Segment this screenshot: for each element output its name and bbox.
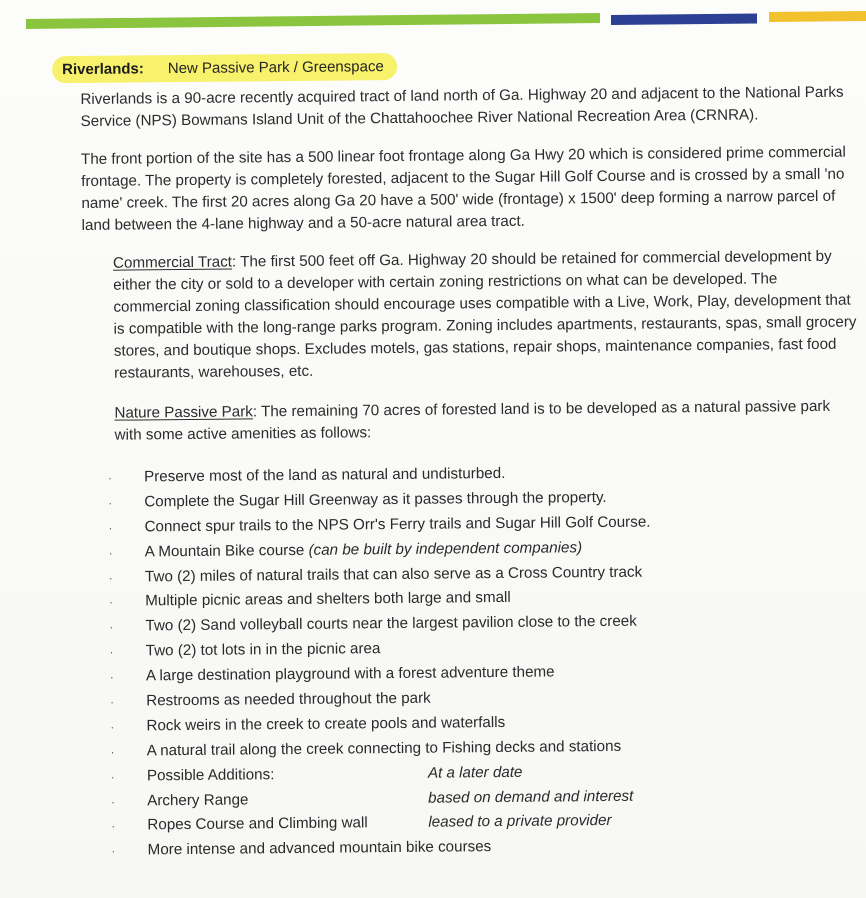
- nature-park-title: Nature Passive Park: [114, 403, 253, 422]
- bullet-icon: ·: [111, 796, 115, 809]
- bullet-icon: ·: [109, 646, 114, 659]
- list-item-note: based on demand and interest: [428, 787, 634, 807]
- list-item-text: [145, 539, 582, 560]
- commercial-tract-title: Commercial Tract: [112, 253, 233, 272]
- list-item-text: Two (2) tot lots in in the picnic area: [145, 640, 381, 660]
- bullet-icon: ·: [108, 572, 113, 585]
- amenities-list: [84, 462, 808, 867]
- commercial-tract-text: : The first 500 feet off Ga. Highway 20 should be retained for commercial development by either the city or sold to a developer with certain zoning restrictions on what can be developed. The commercial zoning classification should encourage uses compatible with a Live, Work, Play, development that is compatible with the long-range parks program. Zoning includes apartments, restaurants, spas, small grocery stores, and boutique shops. Excludes motels, gas stations, repair shops, maintenance companies, fast food restaurants, warehouses, etc.: [113, 247, 857, 382]
- navy-accent-stripe: [611, 13, 757, 25]
- document-content: [62, 49, 863, 868]
- commercial-tract-section: [82, 246, 859, 385]
- nature-park-text: : The remaining 70 acres of forested land is to be developed as a natural passive park with some active amenities as follows:: [114, 397, 831, 444]
- list-item-text: Possible Additions:: [146, 765, 275, 785]
- list-item-text: More intense and advanced mountain bike courses: [147, 838, 492, 859]
- list-item-text: Two (2) miles of natural trails that can also serve as a Cross Country track: [144, 563, 643, 585]
- list-item-text: Ropes Course and Climbing wall: [147, 814, 368, 834]
- bullet-icon: ·: [110, 746, 115, 759]
- gold-accent-stripe: [769, 11, 866, 22]
- list-item-text: Connect spur trails to the NPS Orr's Ferry trails and Sugar Hill Golf Course.: [144, 513, 651, 536]
- list-item-main-text: A Mountain Bike course: [144, 541, 309, 561]
- list-item-text: Archery Range: [147, 790, 249, 809]
- bullet-icon: ·: [109, 597, 113, 610]
- green-accent-stripe: [26, 13, 600, 29]
- heading-label: Riverlands:: [62, 60, 144, 79]
- list-item-note: (can be built by independent companies): [308, 538, 583, 559]
- list-item-text: A large destination playground with a forest adventure theme: [145, 663, 555, 685]
- bullet-icon: ·: [108, 547, 113, 560]
- list-item-text: Restrooms as needed throughout the park: [146, 689, 431, 710]
- nature-park-section: [83, 396, 859, 447]
- bullet-icon: ·: [109, 622, 114, 635]
- bullet-icon: ·: [108, 497, 113, 510]
- frontage-paragraph: The front portion of the site has a 500 linear foot frontage along Ga Hwy 20 which is considered prime commercial frontage. The property is completely forested, adjacent to the Sugar Hill Golf Course and is crossed by a small 'no name' creek. The first 20 acres along Ga 20 have a 500' wide (frontage) x 1500' deep forming a narrow parcel of land between the 4-lane highway and a 50-acre natural area tract.: [80, 143, 846, 234]
- list-item-text: A natural trail along the creek connecting to Fishing decks and stations: [146, 737, 622, 760]
- heading-subtitle: New Passive Park / Greenspace: [167, 58, 384, 78]
- bullet-icon: ·: [111, 821, 116, 834]
- list-item-note: At a later date: [427, 763, 523, 782]
- list-item-text: Preserve most of the land as natural and undisturbed.: [143, 464, 506, 486]
- intro-paragraph: Riverlands is a 90-acre recently acquired tract of land north of Ga. Highway 20 and adjacent to the National Parks Service (NPS) Bowmans Island Unit of the Chattahoochee River National Recreation Area (CRNRA).: [80, 83, 844, 130]
- bullet-icon: ·: [110, 696, 114, 709]
- bullet-icon: ·: [108, 472, 112, 485]
- bullet-icon: ·: [110, 771, 115, 784]
- list-item-text: Complete the Sugar Hill Greenway as it passes through the property.: [144, 488, 607, 511]
- bullet-icon: ·: [110, 721, 115, 734]
- bullet-icon: ·: [109, 671, 114, 684]
- bullet-icon: ·: [111, 846, 116, 859]
- list-item-note: leased to a private provider: [428, 812, 612, 832]
- section-heading: [52, 53, 397, 83]
- list-item-text: Multiple picnic areas and shelters both large and small: [145, 589, 511, 610]
- list-item-text: Two (2) Sand volleyball courts near the largest pavilion close to the creek: [145, 613, 637, 635]
- list-item-text: Rock weirs in the creek to create pools and waterfalls: [146, 713, 506, 735]
- bullet-icon: ·: [108, 522, 113, 535]
